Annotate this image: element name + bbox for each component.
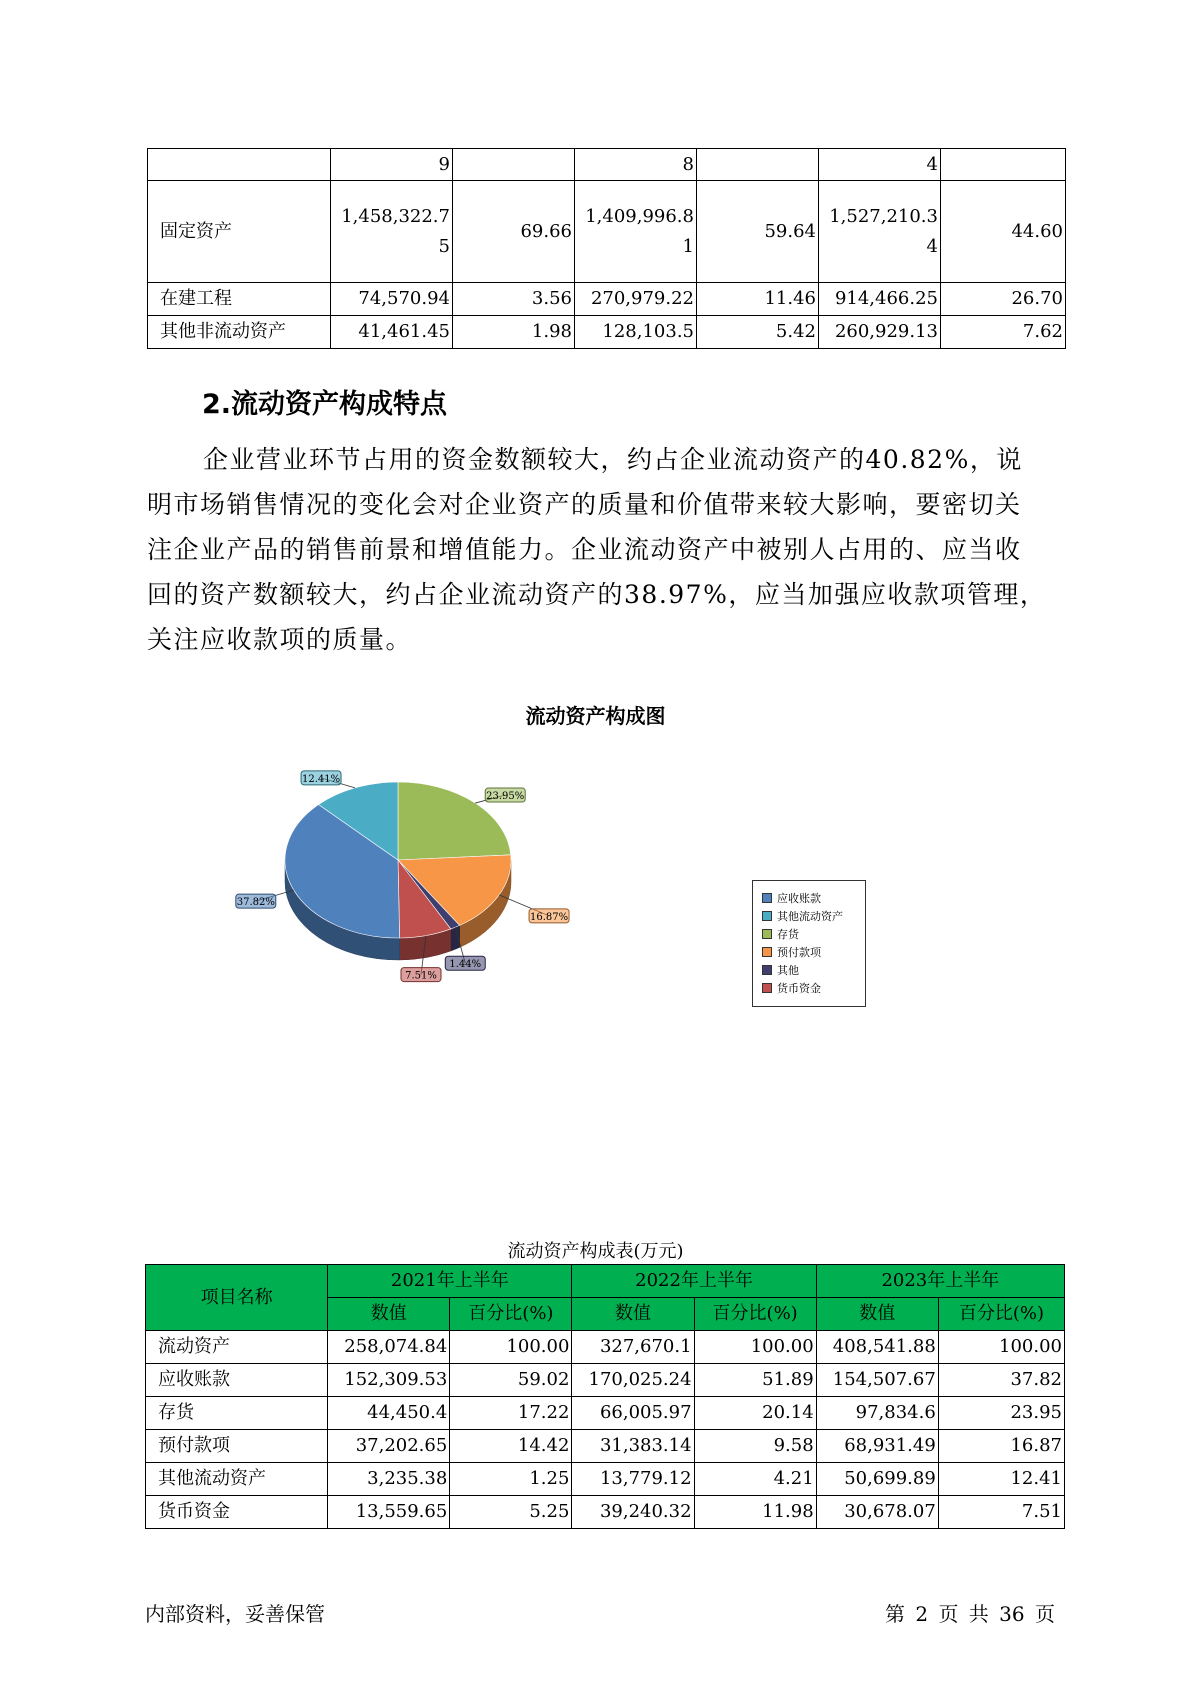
- table-cell: 270,979.22: [575, 283, 697, 316]
- label-text: 7.51%: [405, 970, 437, 982]
- table-cell: 260,929.13: [819, 316, 941, 349]
- legend-swatch: [762, 965, 772, 975]
- percent-cell: 4.21: [694, 1463, 816, 1496]
- percent-cell: 37.82: [938, 1364, 1064, 1397]
- table-row: [146, 1397, 1065, 1430]
- row-label: 应收账款: [146, 1364, 328, 1397]
- value-cell: 258,074.84: [328, 1331, 450, 1364]
- legend-swatch: [762, 911, 772, 921]
- pie-data-label: [301, 771, 355, 788]
- table-cell: [575, 181, 697, 283]
- percent-cell: 9.58: [694, 1430, 816, 1463]
- header-year: 2022年上半年: [572, 1265, 816, 1298]
- percent-cell: 17.22: [450, 1397, 572, 1430]
- cell-line: 1: [682, 235, 694, 257]
- legend-item: [753, 961, 865, 979]
- label-text: 37.82%: [236, 897, 275, 909]
- table-row: [148, 283, 1066, 316]
- percent-cell: 23.95: [938, 1397, 1064, 1430]
- table-cell: [941, 149, 1066, 181]
- pie-data-label: [475, 788, 525, 803]
- label-text: 1.44%: [449, 959, 482, 971]
- row-label: 其他流动资产: [146, 1463, 328, 1496]
- legend-item: [753, 907, 865, 925]
- value-cell: 152,309.53: [328, 1364, 450, 1397]
- header-pct: 百分比(%): [938, 1298, 1064, 1331]
- value-cell: 170,025.24: [572, 1364, 694, 1397]
- legend-label: 预付款项: [777, 946, 821, 959]
- current-assets-table: [145, 1264, 1065, 1529]
- table-cell: 59.64: [697, 181, 819, 283]
- header-value: 数值: [572, 1298, 694, 1331]
- row-label: 流动资产: [146, 1331, 328, 1364]
- value-cell: 68,931.49: [816, 1430, 938, 1463]
- legend-label: 其他流动资产: [777, 910, 843, 923]
- table-cell: 44.60: [941, 181, 1066, 283]
- cell-line: 1,458,322.7: [341, 205, 450, 227]
- table-cell: 74,570.94: [331, 283, 453, 316]
- row-label: 在建工程: [148, 283, 331, 316]
- value-cell: 44,450.4: [328, 1397, 450, 1430]
- row-label: 存货: [146, 1397, 328, 1430]
- table-cell: 128,103.5: [575, 316, 697, 349]
- value-cell: 327,670.1: [572, 1331, 694, 1364]
- label-text: 12.41%: [301, 773, 341, 785]
- table-row: [148, 149, 1066, 181]
- label-text: 23.95%: [486, 791, 525, 803]
- table-cell: 4: [819, 149, 941, 181]
- legend-label: 货币资金: [777, 982, 821, 995]
- percent-cell: 20.14: [694, 1397, 816, 1430]
- header-pct: 百分比(%): [450, 1298, 572, 1331]
- value-cell: 31,383.14: [572, 1430, 694, 1463]
- value-cell: 30,678.07: [816, 1496, 938, 1529]
- legend-swatch: [762, 929, 772, 939]
- legend-label: 存货: [777, 928, 799, 941]
- legend-label: 应收账款: [777, 892, 821, 905]
- header-pct: 百分比(%): [694, 1298, 816, 1331]
- percent-cell: 11.98: [694, 1496, 816, 1529]
- row-label: 其他非流动资产: [148, 316, 331, 349]
- pie-data-label: [499, 895, 569, 923]
- value-cell: 13,779.12: [572, 1463, 694, 1496]
- table-cell: 41,461.45: [331, 316, 453, 349]
- percent-cell: 16.87: [938, 1430, 1064, 1463]
- header-year: 2023年上半年: [816, 1265, 1064, 1298]
- table-cell: 914,466.25: [819, 283, 941, 316]
- legend-swatch: [762, 947, 772, 957]
- table-row: [146, 1364, 1065, 1397]
- table-row: [146, 1463, 1065, 1496]
- row-label: [148, 149, 331, 181]
- header-item: 项目名称: [146, 1265, 328, 1331]
- table-cell: 3.56: [453, 283, 575, 316]
- legend-swatch: [762, 983, 772, 993]
- pie-chart: [236, 760, 590, 1030]
- legend-label: 其他: [777, 964, 799, 977]
- table-row: [146, 1331, 1065, 1364]
- row-label: 预付款项: [146, 1430, 328, 1463]
- chart-legend: [752, 880, 866, 1007]
- table-row: [148, 181, 1066, 283]
- table-cell: [819, 181, 941, 283]
- legend-swatch: [762, 893, 772, 903]
- cell-line: 5: [438, 235, 450, 257]
- table-cell: 9: [331, 149, 453, 181]
- footer-confidential: 内部资料，妥善保管: [145, 1602, 325, 1626]
- percent-cell: 100.00: [450, 1331, 572, 1364]
- header-value: 数值: [328, 1298, 450, 1331]
- cell-line: 1,409,996.8: [585, 205, 694, 227]
- table-caption: 流动资产构成表(万元): [507, 1241, 684, 1262]
- table-cell: [697, 149, 819, 181]
- table-row: [146, 1430, 1065, 1463]
- value-cell: 66,005.97: [572, 1397, 694, 1430]
- row-label: 固定资产: [148, 181, 331, 283]
- legend-item: [753, 943, 865, 961]
- section-title: 2.流动资产构成特点: [202, 389, 448, 420]
- table-row: [148, 316, 1066, 349]
- table-cell: 7.62: [941, 316, 1066, 349]
- percent-cell: 100.00: [694, 1331, 816, 1364]
- table-cell: 1.98: [453, 316, 575, 349]
- value-cell: 39,240.32: [572, 1496, 694, 1529]
- percent-cell: 7.51: [938, 1496, 1064, 1529]
- legend-item: [753, 889, 865, 907]
- table-cell: [331, 181, 453, 283]
- legend-item: [753, 979, 865, 997]
- chart-title: 流动资产构成图: [525, 704, 666, 728]
- value-cell: 13,559.65: [328, 1496, 450, 1529]
- body-paragraph: 企业营业环节占用的资金数额较大，约占企业流动资产的40.82%，说明市场销售情况的变化会对企业资产的质量和价值带来较大影响，要密切关注企业产品的销售前景和增值能力。企业流动资产中被别人占用的、应当收回的资产数额较大，约占企业流动资产的38.97%，应当加强应收款项管理，关注应收款项的质量。: [147, 445, 1047, 654]
- value-cell: 37,202.65: [328, 1430, 450, 1463]
- percent-cell: 1.25: [450, 1463, 572, 1496]
- pie-data-label: [236, 890, 294, 908]
- table-cell: 8: [575, 149, 697, 181]
- value-cell: 408,541.88: [816, 1331, 938, 1364]
- percent-cell: 59.02: [450, 1364, 572, 1397]
- row-label: 货币资金: [146, 1496, 328, 1529]
- cell-line: 1,527,210.3: [829, 205, 938, 227]
- table-cell: 5.42: [697, 316, 819, 349]
- table-cell: 26.70: [941, 283, 1066, 316]
- label-text: 16.87%: [529, 911, 569, 923]
- header-year: 2021年上半年: [328, 1265, 572, 1298]
- value-cell: 50,699.89: [816, 1463, 938, 1496]
- value-cell: 3,235.38: [328, 1463, 450, 1496]
- asset-table-top: [147, 148, 1066, 349]
- table-cell: [453, 149, 575, 181]
- value-cell: 154,507.67: [816, 1364, 938, 1397]
- footer-page-number: 第 2 页 共 36 页: [885, 1602, 1055, 1626]
- table-cell: 11.46: [697, 283, 819, 316]
- percent-cell: 14.42: [450, 1430, 572, 1463]
- table-cell: 69.66: [453, 181, 575, 283]
- header-value: 数值: [816, 1298, 938, 1331]
- cell-line: 4: [926, 235, 938, 257]
- value-cell: 97,834.6: [816, 1397, 938, 1430]
- percent-cell: 100.00: [938, 1331, 1064, 1364]
- header-row: [146, 1265, 1065, 1298]
- percent-cell: 51.89: [694, 1364, 816, 1397]
- percent-cell: 5.25: [450, 1496, 572, 1529]
- legend-item: [753, 925, 865, 943]
- table-row: [146, 1496, 1065, 1529]
- percent-cell: 12.41: [938, 1463, 1064, 1496]
